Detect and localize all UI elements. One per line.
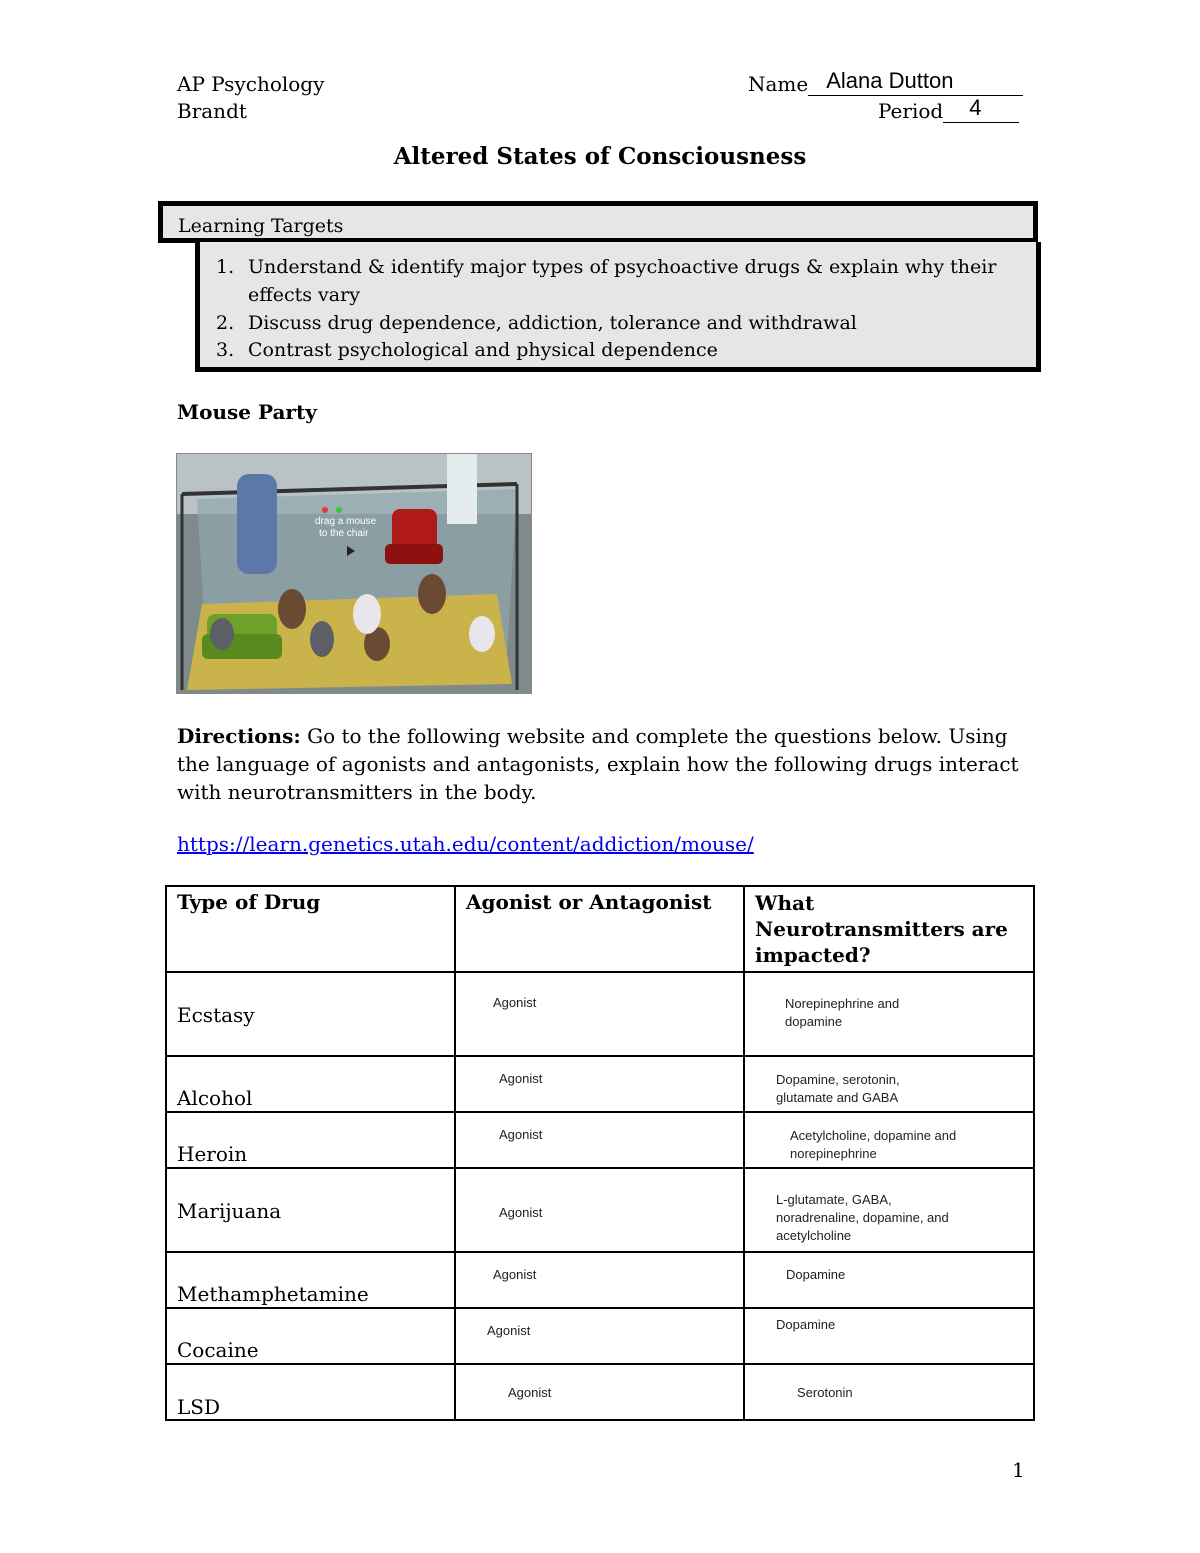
course-name: AP Psychology (177, 72, 325, 96)
neurotransmitter-answer[interactable]: L-glutamate, GABA, noradrenaline, dopamine, and acetylcholine (776, 1192, 949, 1243)
agonist-antagonist-answer[interactable]: Agonist (493, 1267, 537, 1282)
neurotransmitter-answer[interactable]: Dopamine (786, 1267, 846, 1282)
name-value: Alana Dutton (826, 68, 954, 93)
neurotransmitter-answer[interactable]: Acetylcholine, dopamine and norepinephrine (790, 1128, 957, 1161)
learning-targets-list (195, 242, 1041, 372)
column-header: Type of Drug (166, 886, 455, 972)
image-caption-line2: to the chair (319, 528, 369, 539)
directions-label: Directions: (177, 724, 301, 748)
drug-name: Ecstasy (177, 1003, 255, 1027)
list-item-text: Understand & identify major types of psychoactive drugs & explain why their effects vary (248, 256, 997, 306)
drug-name: Alcohol (177, 1086, 253, 1110)
learning-targets-header (158, 201, 1038, 243)
period-field (878, 95, 1019, 123)
drug-name: Heroin (177, 1142, 248, 1166)
drug-name: Marijuana (177, 1199, 282, 1223)
directions-text: Go to the following website and complete the questions below. Using the language of agonists and antagonists, explain how the following drugs interact with neurotransmitters in the body. (177, 724, 1019, 804)
directions (177, 722, 1027, 806)
page-title: Altered States of Consciousness (393, 143, 807, 170)
agonist-antagonist-answer[interactable]: Agonist (487, 1323, 531, 1338)
list-item-number: 3. (216, 339, 235, 361)
drug-table (165, 885, 1035, 1421)
neurotransmitter-answer[interactable]: Dopamine, serotonin, glutamate and GABA (776, 1072, 900, 1105)
neurotransmitter-answer[interactable]: Serotonin (797, 1385, 853, 1400)
list-item-number: 2. (216, 312, 235, 334)
table-header-row (166, 886, 1034, 972)
drug-name: LSD (177, 1395, 221, 1419)
mouse-party-link[interactable]: https://learn.genetics.utah.edu/content/addiction/mouse/ (177, 832, 754, 856)
agonist-antagonist-answer[interactable]: Agonist (499, 1205, 543, 1220)
column-header: What Neurotransmitters are impacted? (744, 886, 1034, 972)
agonist-antagonist-answer[interactable]: Agonist (499, 1071, 543, 1086)
list-item-number: 1. (216, 256, 235, 278)
agonist-antagonist-answer[interactable]: Agonist (493, 995, 537, 1010)
table-row (166, 1112, 1034, 1168)
table-row (166, 972, 1034, 1056)
table-row (166, 1056, 1034, 1112)
image-caption-line1: drag a mouse (315, 516, 377, 527)
column-header: Agonist or Antagonist (455, 886, 744, 972)
table-row (166, 1308, 1034, 1364)
drug-name: Methamphetamine (177, 1282, 369, 1306)
section-title: Mouse Party (177, 400, 317, 424)
agonist-antagonist-answer[interactable]: Agonist (508, 1385, 552, 1400)
name-label: Name (748, 72, 809, 96)
table-row (166, 1364, 1034, 1420)
table-row (166, 1168, 1034, 1252)
neurotransmitter-answer[interactable]: Dopamine (776, 1317, 836, 1332)
red-chair-icon (385, 509, 443, 564)
agonist-antagonist-answer[interactable]: Agonist (499, 1127, 543, 1142)
page-number: 1 (1012, 1458, 1025, 1482)
table-row (166, 1252, 1034, 1308)
period-label: Period (878, 99, 944, 123)
mouse-party-image (176, 453, 532, 694)
list-item-text: Discuss drug dependence, addiction, tolerance and withdrawal (248, 312, 857, 334)
period-value: 4 (969, 95, 982, 120)
neurotransmitter-answer[interactable]: Norepinephrine and dopamine (785, 996, 900, 1029)
learning-targets-heading: Learning Targets (178, 215, 344, 237)
drug-name: Cocaine (177, 1338, 259, 1362)
teacher-name: Brandt (177, 99, 247, 123)
list-item-text: Contrast psychological and physical dependence (248, 339, 718, 361)
name-field (748, 68, 1023, 96)
